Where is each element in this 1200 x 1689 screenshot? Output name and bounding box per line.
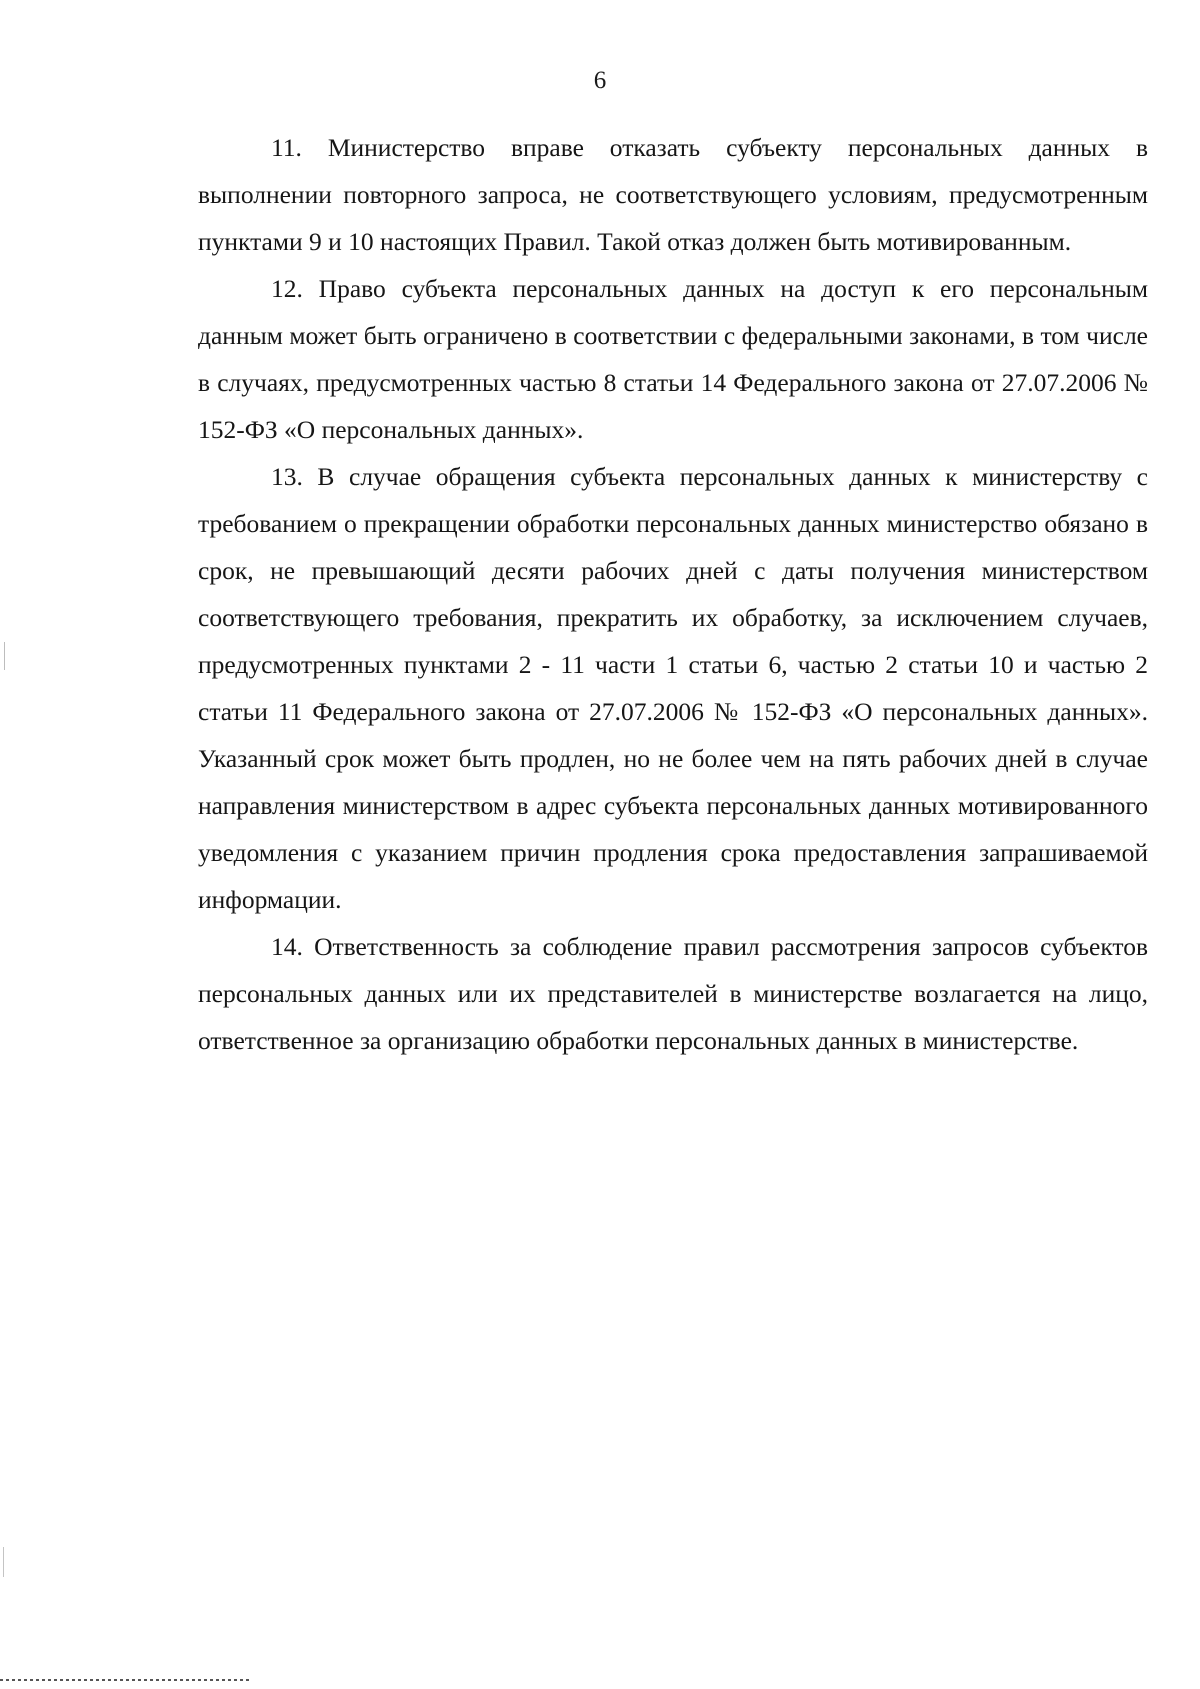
scan-artifact-left-bottom bbox=[3, 1547, 4, 1577]
paragraph-12: 12. Право субъекта персональных данных на доступ к его персональным данным может быть ограничено в соответствии с федеральными законами, в том числе в случаях, предусмотренных частью 8 статьи 14 Федерального закона от 27.07.2006 № 152-ФЗ «О персональных данных». bbox=[198, 274, 1148, 444]
paragraph-11: 11. Министерство вправе отказать субъекту персональных данных в выполнении повторного запроса, не соответствующего условиям, предусмотренным пунктами 9 и 10 настоящих Правил. Такой отказ должен быть мотивированным. bbox=[198, 133, 1148, 256]
scan-artifact-bottom-edge bbox=[0, 1679, 250, 1681]
paragraph-13: 13. В случае обращения субъекта персональных данных к министерству с требованием о прекращении обработки персональных данных министерство обязано в срок, не превышающий десяти рабочих дней с даты получения министерством соответствующего требования, прекратить их обработку, за исключением случаев, предусмотренных пунктами 2 - 11 части 1 статьи 6, частью 2 статьи 10 и частью 2 статьи 11 Федерального закона от 27.07.2006 № 152-ФЗ «О персональных данных». Указанный срок может быть продлен, но не более чем на пять рабочих дней в случае направления министерством в адрес субъекта персональных данных мотивированного уведомления с указанием причин продления срока предоставления запрашиваемой информации. bbox=[198, 462, 1148, 914]
page-number: 6 bbox=[593, 67, 607, 94]
scan-artifact-left-top bbox=[4, 642, 5, 670]
paragraph-14: 14. Ответственность за соблюдение правил рассмотрения запросов субъектов персональных данных или их представителей в министерстве возлагается на лицо, ответственное за организацию обработки персональных данных в министерстве. bbox=[198, 932, 1148, 1055]
document-body bbox=[198, 124, 1148, 1064]
